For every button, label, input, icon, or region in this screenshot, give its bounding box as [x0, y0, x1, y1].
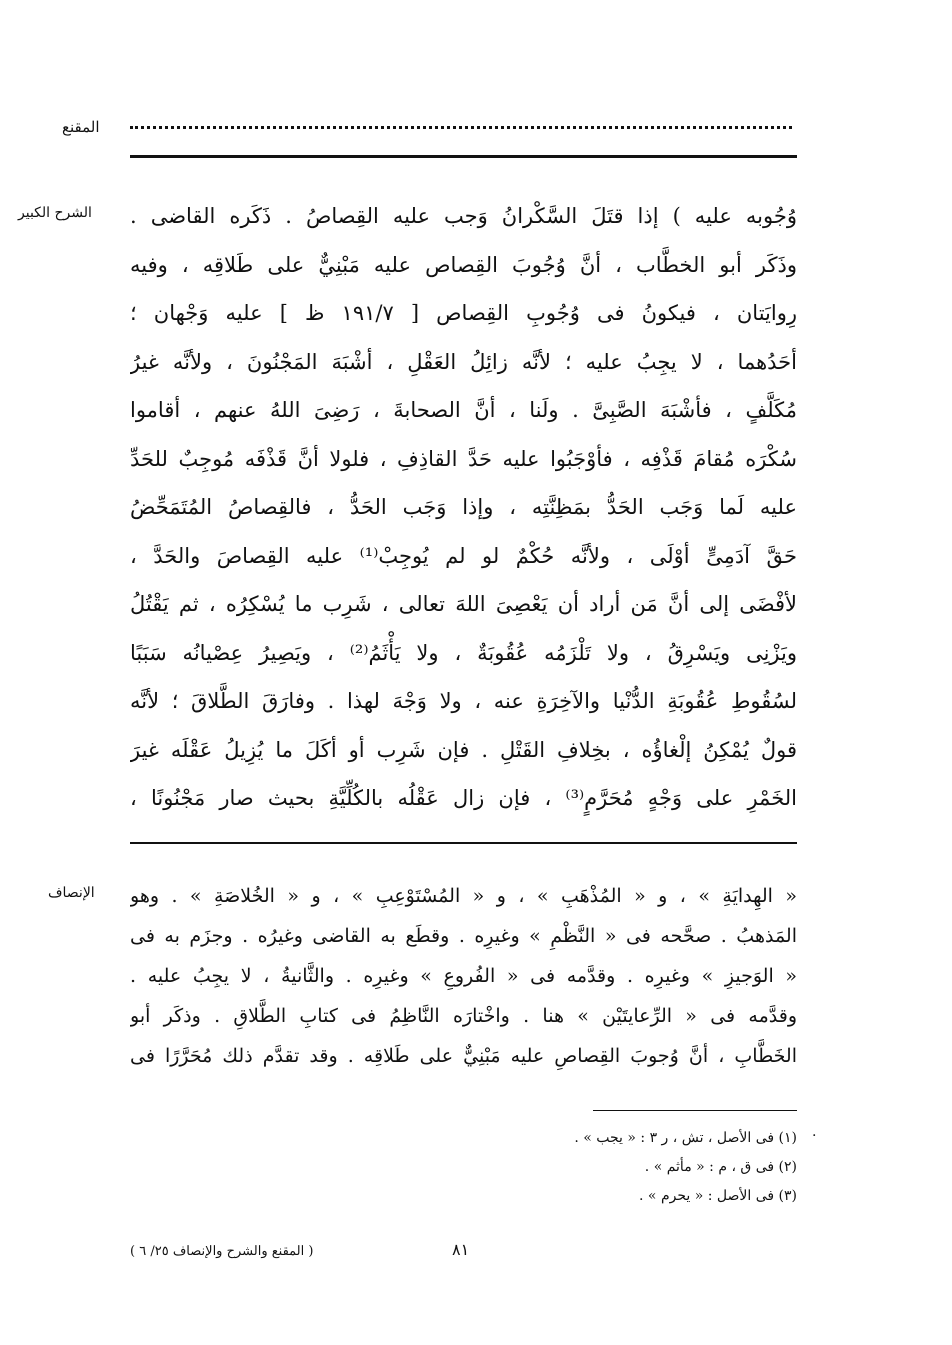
sharh-line: حَقَّ آدَمِىٍّ أوْلَى ، ولأنَّه حُكْمٌ لو لم يُوجِبْ⁽¹⁾ عليه القِصاصَ والحَدَّ ،	[130, 543, 797, 568]
insaf-line: « الهِدايَةِ » ، و « المُذْهَبِ » ، و « المُسْتَوْعِبِ » ، و « الخُلاصَةِ » . وهو	[130, 885, 797, 907]
insaf-line: « الوَجيزِ » وغيرِه . وقدَّمه فى « الفُروعِ » وغيرِه . والثَّانيةُ ، لا يجِبُ عليه .	[130, 965, 797, 987]
footnotes	[574, 1124, 797, 1211]
sharh-line: ويَزْنِى ويَسْرِقُ ، ولا تَلْزَمُه عُقُوبَةٌ ، ولا يَأْثَمُ⁽²⁾ ، ويَصِيرُ عِصْيانُه سَبَبًا	[130, 640, 797, 665]
section-divider	[130, 842, 797, 844]
sharh-line: عليه لَما وَجَب الحَدُّ بمَظِنَّتِه ، وإذا وَجَب الحَدُّ ، فالقِصاصُ المُتَمَحِّضُ	[130, 495, 797, 519]
sharh-text-block	[130, 192, 797, 823]
sharh-line: رِوايَتان ، فيكونُ فى وُجُوبِ القِصاص [ ١٩١/٧ ظ ] عليه وَجْهان ؛	[130, 301, 797, 325]
sharh-line: مُكَلَّفٍ ، فأشْبَهَ الصَّبِىَّ . ولَنا ، أنَّ الصحابةَ ، رَضِىَ اللهُ عنهم ، أقاموا	[130, 398, 797, 422]
sharh-line: الخَمْرِ على وَجْهٍ مُحَرَّمٍ⁽³⁾ ، فإن زال عَقْلُه بالكُلِّيَّةِ بحيث صار مَجْنُونًا ،	[130, 786, 797, 810]
sharh-line: لأفْضَى إلى أنَّ مَن أراد أن يَعْصِىَ اللهَ تعالى ، شَرِب ما يُسْكِرُه ، ثم يَقْتُلُ	[130, 592, 797, 616]
sharh-line: وذَكَر أبو الخطَّاب ، أنَّ وُجُوبَ القِصاص عليه مَبْنِيٌّ على طَلاقِه ، وفيه	[130, 252, 797, 277]
sharh-line: قولٌ يُمْكِنُ إلْغاؤُه ، بخِلافِ القَتْلِ . فإن شَرِب أو أكَلَ ما يُزِيلُ عَقْلَه غيرَ	[130, 737, 797, 762]
footnote: (١) فى الأصل ، تش ، ر ٣ : « يجب » .	[574, 1130, 797, 1146]
sharh-line: أحَدُهما ، لا يجِبُ عليه ؛ لأنَّه زائِلُ العَقْلِ ، أشْبَهَ المَجْنُونَ ، ولأنَّه غيرُ	[130, 349, 797, 374]
sharh-line: سُكْرَه مُقامَ قَذْفِه ، فأوْجَبُوا عليه حَدَّ القاذِفِ ، فلولا أنَّ قَذْفَه مُوجِبٌ للحَدِّ	[130, 446, 797, 471]
header-rule	[130, 155, 797, 158]
footnote: (٣) فى الأصل : « يحرم » .	[639, 1188, 797, 1204]
insaf-line: وقدَّمه فى « الرِّعايتَيْن » هنا . واخْتارَه النَّاظِمُ فى كتابِ الطَّلاقِ . وذكَر أبو	[130, 1005, 797, 1027]
insaf-line: المَذهبُ . صحَّحه فى « النَّظْمِ » وغيرِه . وقطَع به القاضى وغيرُه . وجزَم به فى	[130, 925, 797, 947]
running-header-label: المقنع	[62, 118, 100, 136]
footnote-marker: .	[812, 1124, 817, 1140]
insaf-text-block	[130, 876, 797, 1076]
footnote: (٢) فى ق ، م : « مأثم » .	[644, 1159, 797, 1175]
insaf-line: الخَطَّابِ ، أنَّ وُجوبَ القِصاصِ عليه مَبْنِيٌّ على طَلاقِه . وقد تقدَّم ذلك مُحَرَّرًا فى	[130, 1045, 797, 1067]
sharh-line: وُجُوبه عليه ) إذا قتَلَ السَّكْرانُ وَجب عليه القِصاصُ . ذَكَره القاضى .	[130, 204, 797, 228]
sharh-line: لسُقُوطِ عُقُوبَةِ الدُّنْيا والآخِرَةِ عنه ، ولا وَجْهَ لهذا . وفارَقَ الطَّلاقَ ؛ لأنَّه	[130, 689, 797, 713]
side-label-insaf: الإنصاف	[48, 885, 95, 901]
page-number: ٨١	[452, 1240, 470, 1259]
footnote-rule	[593, 1110, 797, 1111]
side-label-sharh: الشرح الكبير	[18, 205, 92, 221]
volume-reference: ( المقنع والشرح والإنصاف ٢٥/ ٦ )	[130, 1244, 314, 1259]
header-dotted-line	[130, 126, 792, 129]
